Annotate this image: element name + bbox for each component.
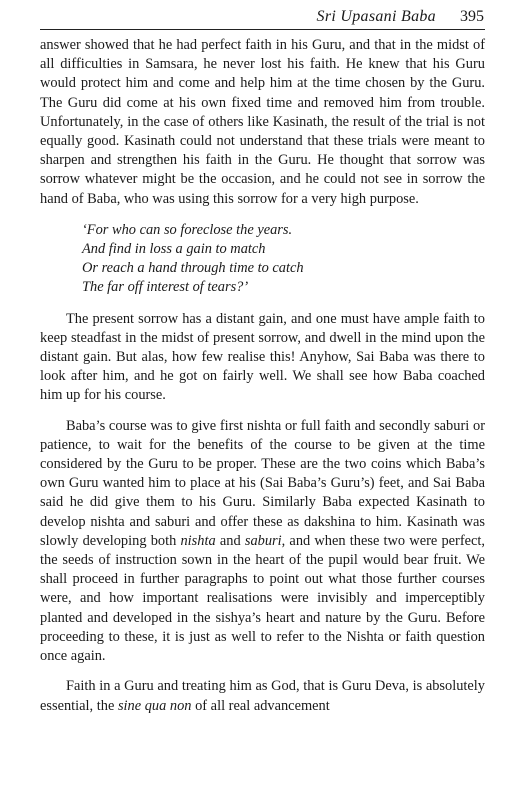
paragraph-1: answer showed that he had perfect faith in his Guru, and that in the midst of all difficulties in Samsara, he never lost his faith. He knew that his Guru would protect him and come and help him at the time chosen by the Guru. The Guru did come at his own fixed time and removed him from trouble. Unfortunately, in the case of others like Kasinath, the result of the trial is not equally good. Kasinath could not understand that these trials were meant to sharpen and strengthen his faith in the Guru. He thought that sorrow was sorrow whatever might be the occasion, and he could not see in sorrow the hand of Baba, who was using this sorrow for a very high purpose. bbox=[40, 37, 485, 207]
paragraph-3-text: , and when these two were perfect, the seeds of instruction sown in the heart of the pupil would bear fruit. We shall proceed in further paragraphs to point out what those further courses were, and how important realisations were invisibly and imperceptibly planted and developed in the sishya’s heart and nature by the Guru. Before proceeding to these, it is just as well to refer to the Nishta or faith question once again. bbox=[40, 532, 485, 665]
verse-line: And find in loss a gain to match bbox=[82, 241, 266, 258]
verse-line: The far off interest of tears?’ bbox=[82, 279, 249, 296]
term-saburi: saburi bbox=[244, 532, 282, 549]
running-title: Sri Upasani Baba bbox=[316, 8, 436, 25]
paragraph-4-text: Faith in a Guru and treating him as God, that is Guru Deva, is absolutely essential, the bbox=[40, 678, 485, 714]
verse-line: Or reach a hand through time to catch bbox=[82, 260, 304, 277]
paragraph-4-text: of all real advancement bbox=[191, 697, 330, 714]
paragraph-2: The present sorrow has a distant gain, and one must have ample faith to keep steadfast in the midst of present sorrow, and dwell in the mind upon the distant gain. But alas, how few realise this! Anyhow, Sai Baba was there to look after him, and he got on fairly well. We shall see how Baba coached him up for his course. bbox=[40, 310, 485, 404]
term-nishta: nishta bbox=[180, 532, 216, 549]
paragraph-3-text: and bbox=[215, 532, 245, 549]
header-rule bbox=[40, 29, 485, 30]
paragraph-3-text: Baba’s course was to give first nishta or full faith and secondly saburi or patience, to wait for the benefits of the course to be given at the time considered by the Guru to be proper. These are the two coins which Baba’s own Guru wanted him to place at his (Sai Baba’s Guru’s) feet, and Sai Baba said he did give them to his Guru. Similarly Baba expected Kasinath to develop nishta and saburi and offer these as dakshina to him. Kasinath was slowly developing both bbox=[40, 417, 485, 549]
verse-line: ‘For who can so foreclose the years. bbox=[82, 221, 293, 238]
paragraph-3 bbox=[40, 417, 485, 667]
verse-quote bbox=[82, 221, 485, 298]
paragraph-4 bbox=[40, 677, 485, 715]
term-sine-qua-non: sine qua non bbox=[117, 697, 192, 714]
body-text bbox=[40, 36, 485, 716]
page-header bbox=[40, 8, 484, 28]
page-number: 395 bbox=[460, 8, 484, 25]
